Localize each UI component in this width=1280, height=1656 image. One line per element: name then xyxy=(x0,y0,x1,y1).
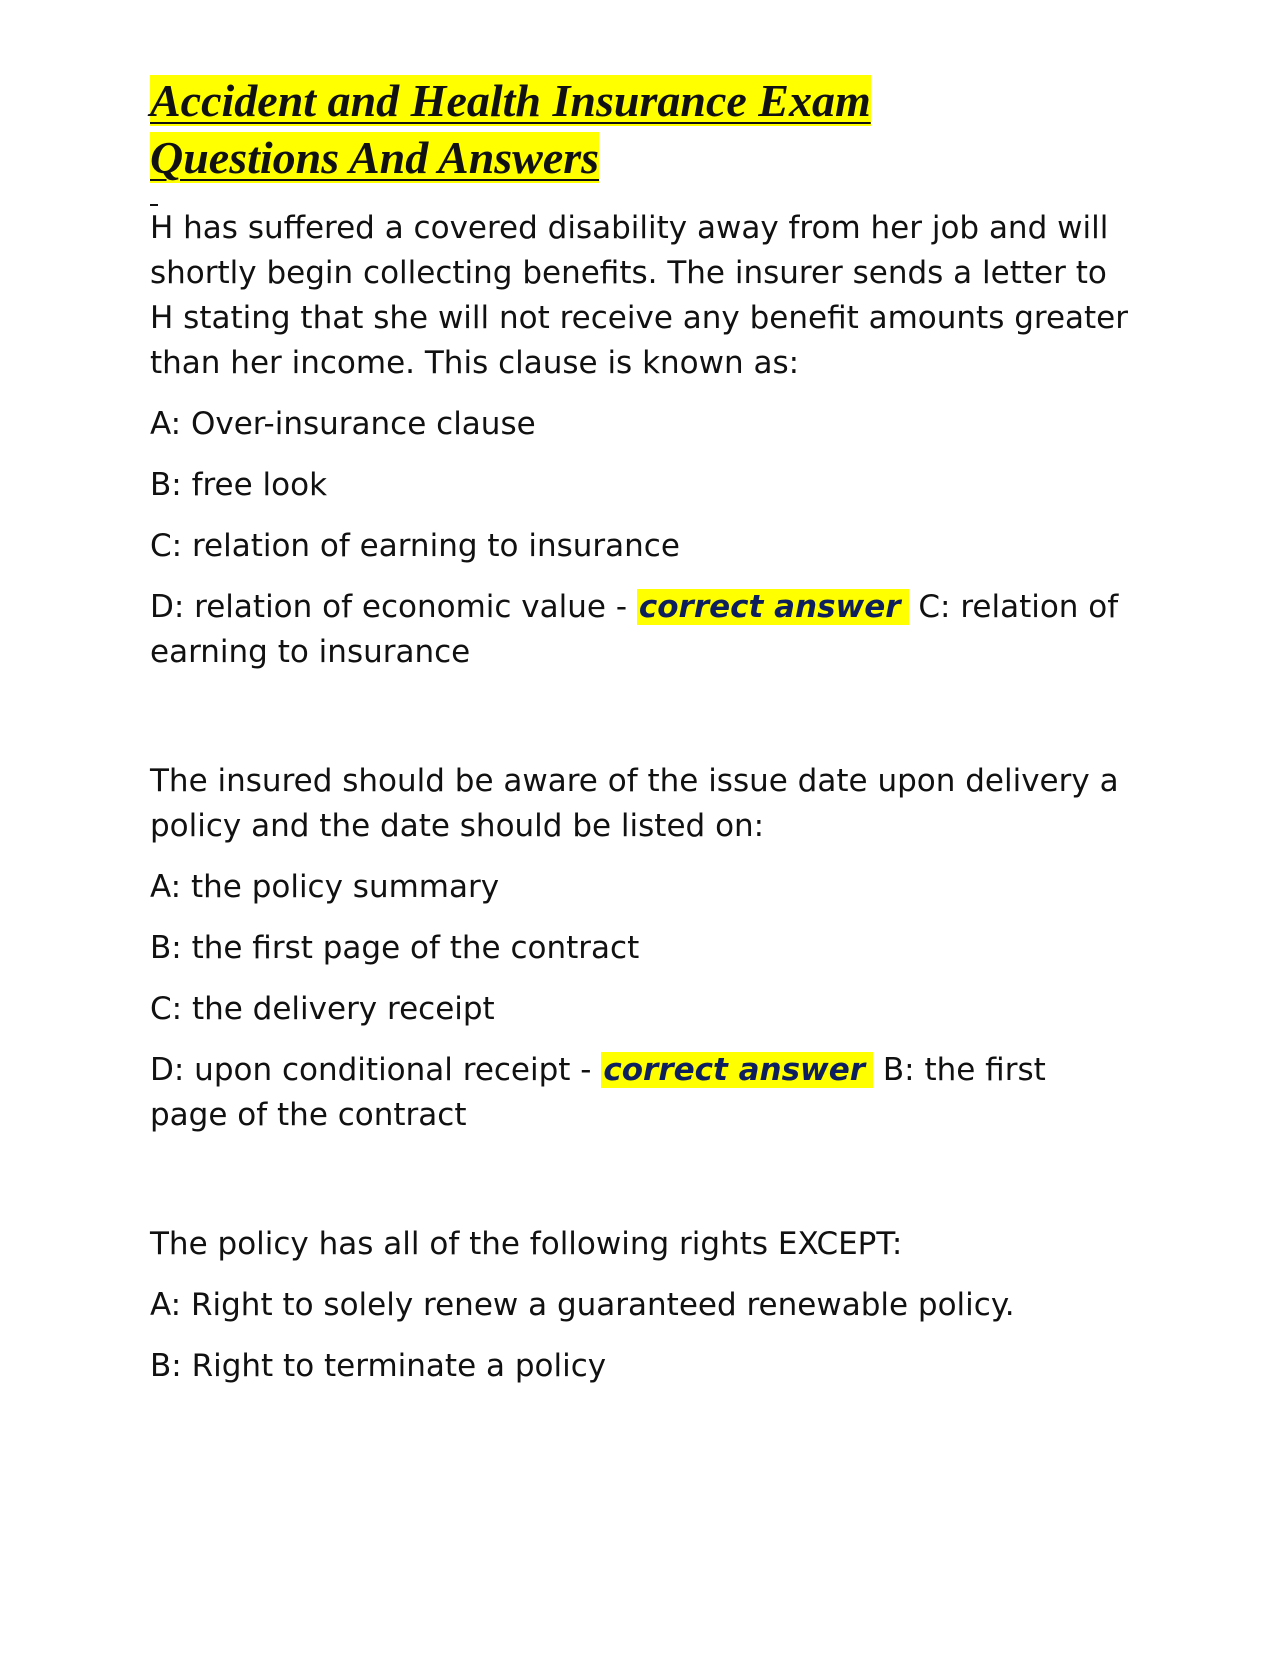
question-text: H has suffered a covered disability away from her job and will shortly begin collecting benefits. The insurer sends a letter to H stating that she will not receive any benefit amounts greater than her income. This clause is known as: xyxy=(150,210,1128,381)
document-page xyxy=(150,72,1130,1405)
question-block-1 xyxy=(150,206,1130,675)
option-d-with-answer xyxy=(150,585,1130,675)
question-text: The policy has all of the following rights EXCEPT: xyxy=(150,1226,903,1262)
option-d: D: upon conditional receipt - xyxy=(150,1052,602,1088)
correct-answer-label: correct answer xyxy=(601,1052,873,1088)
title-line-2: Questions And Answers xyxy=(150,132,600,183)
correct-answer-label: correct answer xyxy=(637,589,909,625)
option-d: D: relation of economic value - xyxy=(150,589,637,625)
title-line-1: Accident and Health Insurance Exam xyxy=(150,75,871,126)
option-b: B: the first page of the contract xyxy=(150,930,640,966)
question-block-2 xyxy=(150,759,1130,1138)
option-a: A: the policy summary xyxy=(150,869,500,905)
spacer xyxy=(150,691,1130,759)
document-title xyxy=(150,72,1130,186)
option-a: A: Over-insurance clause xyxy=(150,406,536,442)
question-text: The insured should be aware of the issue date upon delivery a policy and the date should be listed on: xyxy=(150,763,1119,844)
option-b: B: Right to terminate a policy xyxy=(150,1348,607,1384)
spacer xyxy=(150,1154,1130,1222)
option-c: C: the delivery receipt xyxy=(150,991,495,1027)
option-d-with-answer xyxy=(150,1048,1130,1138)
answer-text: B: the first page of the contract xyxy=(150,1052,1046,1133)
option-a: A: Right to solely renew a guaranteed renewable policy. xyxy=(150,1287,1015,1323)
answer-text: C: relation of earning to insurance xyxy=(150,589,1119,670)
option-b: B: free look xyxy=(150,467,328,503)
question-block-3 xyxy=(150,1222,1130,1389)
option-c: C: relation of earning to insurance xyxy=(150,528,680,564)
